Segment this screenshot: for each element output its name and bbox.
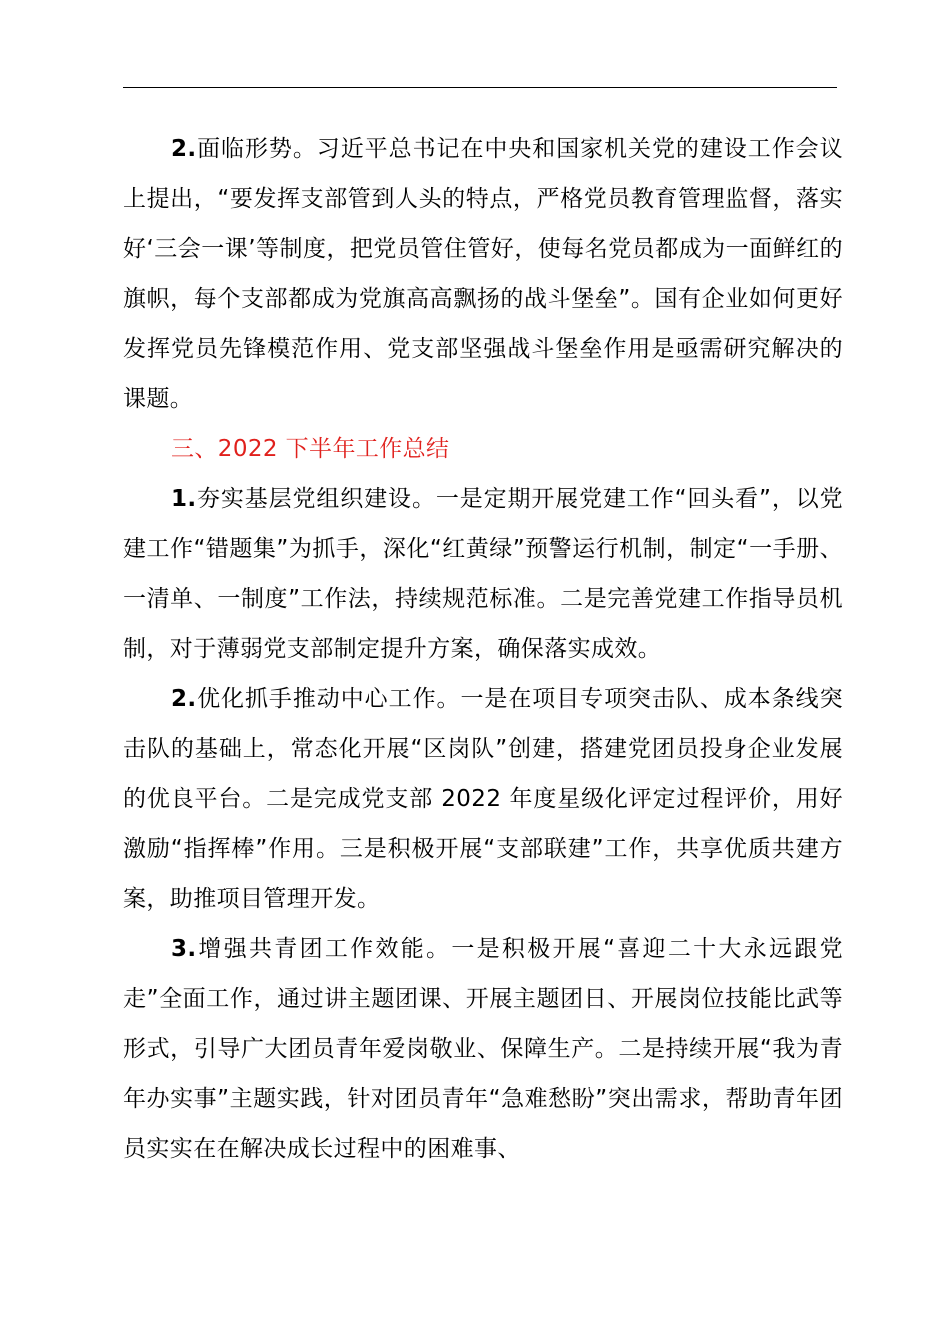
paragraph-number: 2. <box>171 136 197 162</box>
paragraph-center-work <box>123 674 843 924</box>
paragraph-number: 1. <box>171 486 197 512</box>
section-heading: 三、2022 下半年工作总结 <box>171 436 450 462</box>
paragraph-youth-league <box>123 924 843 1174</box>
document-body <box>123 124 843 1174</box>
paragraph-text: 面临形势。习近平总书记在中央和国家机关党的建设工作会议上提出，“要发挥支部管到人头的特点，严格党员教育管理监督，落实好‘三会一课’等制度，把党员管住管好，使每名党员都成为一面鲜红的旗帜，每个支部都成为党旗高高飘扬的战斗堡垒”。国有企业如何更好发挥党员先锋模范作用、党支部坚强战斗堡垒作用是亟需研究解决的课题。 <box>123 136 843 412</box>
header-rule <box>123 87 837 88</box>
paragraph-text: 增强共青团工作效能。一是积极开展“喜迎二十大永远跟党走”全面工作，通过讲主题团课、开展主题团日、开展岗位技能比武等形式，引导广大团员青年爱岗敬业、保障生产。二是持续开展“我为青年办实事”主题实践，针对团员青年“急难愁盼”突出需求，帮助青年团员实实在在解决成长过程中的困难事、 <box>123 936 843 1162</box>
paragraph-grassroots <box>123 474 843 674</box>
paragraph-number: 3. <box>171 936 197 962</box>
paragraph-number: 2. <box>171 686 197 712</box>
paragraph-situation <box>123 124 843 424</box>
paragraph-text: 夯实基层党组织建设。一是定期开展党建工作“回头看”，以党建工作“错题集”为抓手，深化“红黄绿”预警运行机制，制定“一手册、一清单、一制度”工作法，持续规范标准。二是完善党建工作指导员机制，对于薄弱党支部制定提升方案，确保落实成效。 <box>123 486 843 662</box>
paragraph-text: 优化抓手推动中心工作。一是在项目专项突击队、成本条线突击队的基础上，常态化开展“区岗队”创建，搭建党团员投身企业发展的优良平台。二是完成党支部 2022 年度星级化评定过程评价，用好激励“指挥棒”作用。三是积极开展“支部联建”工作，共享优质共建方案，助推项目管理开发。 <box>123 686 843 912</box>
